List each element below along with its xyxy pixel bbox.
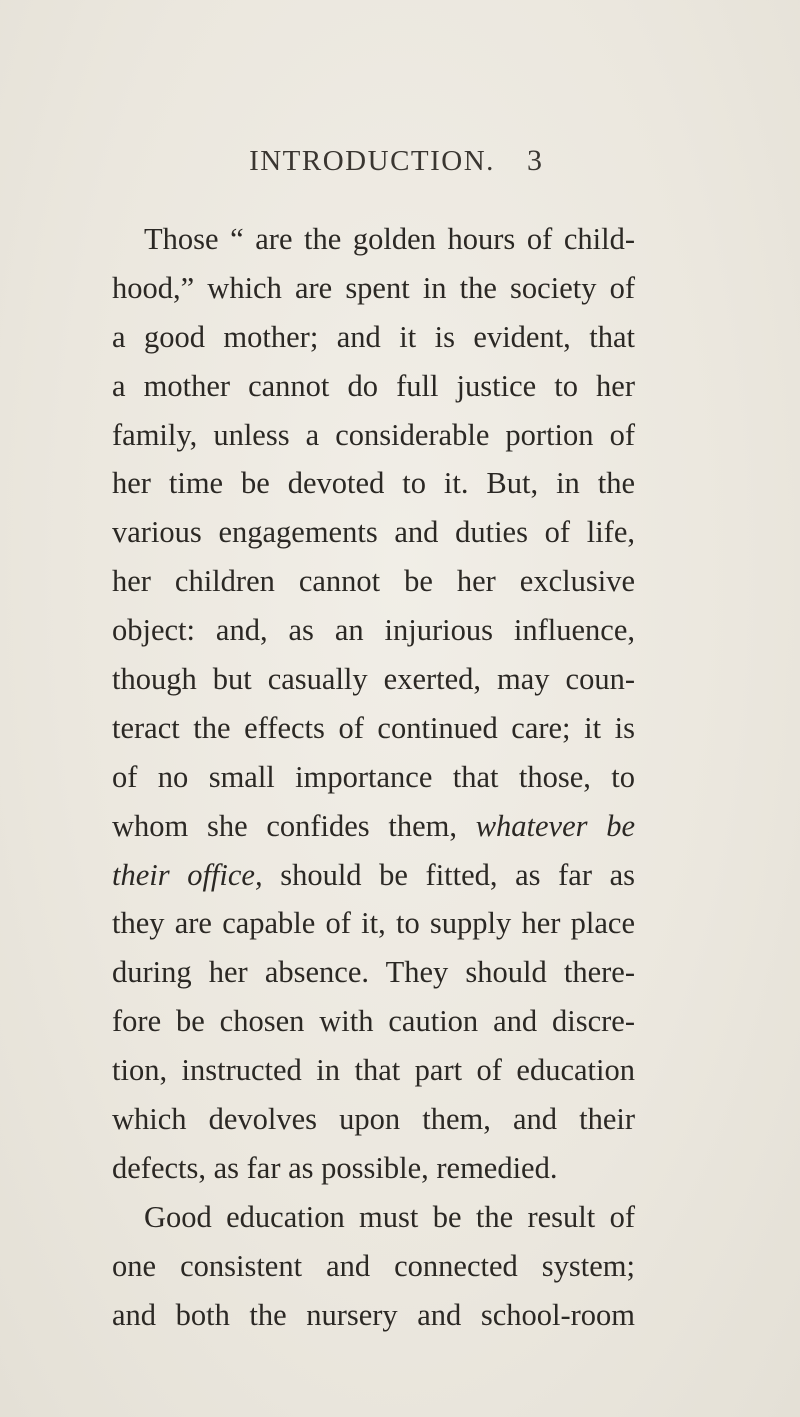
text-line-content: one consistent and connected system; xyxy=(112,1248,635,1283)
text-line xyxy=(112,606,635,655)
text-line xyxy=(112,1144,635,1193)
text-line xyxy=(112,362,635,411)
text-line xyxy=(112,704,635,753)
text-line xyxy=(112,948,635,997)
text-line xyxy=(112,1046,635,1095)
text-line xyxy=(112,851,635,900)
text-line xyxy=(112,802,635,851)
text-line-content: a good mother; and it is evident, that xyxy=(112,319,635,354)
text-line xyxy=(112,557,635,606)
text-line xyxy=(112,1095,635,1144)
text-line xyxy=(112,411,635,460)
text-line xyxy=(112,459,635,508)
text-line-content: her children cannot be her exclusive xyxy=(112,564,635,599)
text-line xyxy=(112,264,635,313)
text-line xyxy=(112,655,635,704)
text-line-content: which devolves upon them, and their xyxy=(112,1102,635,1137)
text-line-content: teract the effects of continued care; it is xyxy=(112,710,635,745)
text-line-content: family, unless a considerable portion of xyxy=(112,417,635,452)
text-line xyxy=(112,1291,635,1340)
text-line xyxy=(112,313,635,362)
text-line-content: her time be devoted to it. But, in the xyxy=(112,466,635,501)
text-line-content: during her absence. They should there- xyxy=(112,955,635,990)
text-line-content: whom she confides them, xyxy=(112,808,457,843)
page-number: 3 xyxy=(527,144,542,177)
text-line xyxy=(112,997,635,1046)
text-line-content: hood,” which are spent in the society of xyxy=(112,270,635,305)
text-line-content: Those “ are the golden hours of child- xyxy=(144,222,635,256)
text-line xyxy=(112,1242,635,1291)
text-line xyxy=(112,508,635,557)
italic-phrase: their office, xyxy=(112,857,263,892)
text-line xyxy=(112,753,635,802)
text-line-content: various engagements and duties of life, xyxy=(112,515,635,550)
text-line xyxy=(112,215,635,264)
italic-phrase: whatever be xyxy=(475,808,636,843)
text-line-content: though but casually exerted, may coun- xyxy=(112,662,635,697)
text-line-content: Good education must be the result of xyxy=(144,1199,635,1234)
text-line-content: a mother cannot do full justice to her xyxy=(112,368,635,403)
text-line-content: and both the nursery and school-room xyxy=(112,1297,635,1332)
text-line-content: of no small importance that those, to xyxy=(112,759,635,794)
text-line-content: fore be chosen with caution and discre- xyxy=(112,1004,635,1039)
running-head-title: INTRODUCTION. xyxy=(249,145,495,177)
text-line-content: should be fitted, as far as xyxy=(280,857,636,892)
text-line-content: tion, instructed in that part of education xyxy=(112,1053,635,1088)
running-head xyxy=(0,141,800,181)
text-line-content: they are capable of it, to supply her place xyxy=(112,906,635,941)
text-line xyxy=(112,899,635,948)
body-text xyxy=(112,215,635,1339)
text-line-content: defects, as far as possible, remedied. xyxy=(112,1150,558,1185)
text-line xyxy=(112,1193,635,1242)
text-line-content: object: and, as an injurious influence, xyxy=(112,613,635,648)
